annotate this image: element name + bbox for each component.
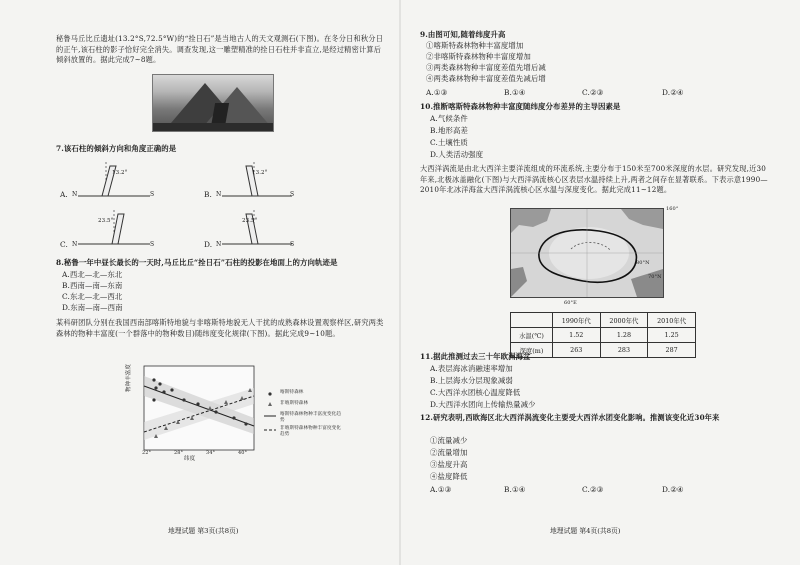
table-header-row: [511, 313, 696, 328]
map-label-160: 160°: [666, 206, 679, 212]
arctic-map-drawing: [511, 209, 663, 297]
chart-x-tick-0: 22°: [142, 450, 152, 456]
q9-item-2: ②非喀斯特森林物种丰富度增加: [426, 52, 531, 61]
table-cell: 1.52: [552, 328, 600, 343]
q11-option-c[interactable]: C.大西洋水团核心温度降低: [430, 388, 521, 397]
q9-item-3: ③两类森林物种丰富度差值先增后减: [426, 63, 546, 72]
table-cell: 1.28: [600, 328, 648, 343]
q7-option-c[interactable]: C.: [60, 240, 68, 249]
q7c-diagram: [78, 208, 150, 248]
q7a-angle: 13.2°: [112, 170, 128, 176]
footer-page4: 地理试题 第4页(共8页): [550, 527, 621, 535]
table-row: [511, 328, 696, 343]
q12-option-d[interactable]: D.②④: [662, 485, 684, 494]
table-cell: 水温(℃): [511, 328, 553, 343]
map-label-80n: 80°N: [636, 260, 650, 266]
intihuatana-photo: [152, 74, 274, 132]
table-cell: 深度(m): [511, 343, 553, 358]
q11-option-a[interactable]: A.表层海冰消融速率增加: [430, 364, 513, 373]
q7b-diagram: [222, 160, 295, 200]
chart-legend-karst-trend: 喀斯特森林物种丰富度变化趋势: [280, 412, 342, 423]
q12-item-4: ④盐度降低: [430, 472, 468, 481]
q7b-angle: 13.2°: [252, 170, 268, 176]
table-header-cell: 2010年代: [648, 313, 696, 328]
q12-item-1: ①流量减少: [430, 436, 468, 445]
chart-legend-nonkarst-trend: 非喀斯特森林物种丰富度变化趋势: [280, 426, 342, 437]
q7-option-d[interactable]: D.: [204, 240, 213, 249]
q10-option-b[interactable]: B.地形高差: [430, 126, 468, 135]
q11-option-b[interactable]: B.上层海水分层现象减弱: [430, 376, 513, 385]
q7c-south: S: [150, 241, 155, 248]
table-header-cell: [511, 313, 553, 328]
arctic-map: [510, 208, 664, 298]
q7a-diagram: [78, 160, 150, 200]
q9-option-a[interactable]: A.①③: [426, 88, 448, 97]
q7c-north: N: [72, 241, 78, 248]
chart-x-tick-6: 40°: [238, 450, 248, 456]
q10-stem: 10.推断喀斯特森林物种丰富度随纬度分布差异的主导因素是: [420, 102, 621, 111]
q7-option-a[interactable]: A.: [60, 190, 68, 199]
q12-stem: 12.研究表明,西欧海区北大西洋涡流变化主要受大西洋水团变化影响。推测该变化近30年来: [420, 413, 720, 422]
page-right: [400, 0, 800, 565]
q12-option-c[interactable]: C.②③: [582, 485, 604, 494]
q12-item-2: ②流量增加: [430, 448, 468, 457]
q7a-south: S: [150, 191, 155, 198]
q7d-diagram: [222, 208, 292, 248]
table-header-cell: 1990年代: [552, 313, 600, 328]
q12-option-b[interactable]: B.①④: [504, 485, 526, 494]
chart-y-label: 物种丰富度: [126, 363, 132, 392]
q8-option-a[interactable]: A.西北—北—东北: [62, 270, 123, 279]
table-cell: 1.25: [648, 328, 696, 343]
q7-option-b[interactable]: B.: [204, 190, 212, 199]
passage-atlantic: 大西洋涡流是由北大西洋主要洋流组成的环流系统,主要分布于150米至700米深度的水层。研究发现,近30年来,北极冰盖融化(下图)与大西洋涡流核心区表层水温持续上升,两者之间存在显著联系。下表示意1990—2010年北冰洋海盆大西洋涡流核心区水温与深度变化。据此完成11~12题。: [420, 164, 768, 195]
table-cell: 263: [552, 343, 600, 358]
q10-option-a[interactable]: A.气候条件: [430, 114, 468, 123]
q9-option-b[interactable]: B.①④: [504, 88, 526, 97]
intro-passage: 秘鲁马丘比丘遗址(13.2°S,72.5°W)的“拴日石”是当地古人的天文观测石(下图)。在冬分日和秋分日的正午,该石柱的影子恰好完全消失。调查发现,这一雕塑精准的拴日石柱并非直立,是经过精密计算后倾斜放置的。据此完成7~8题。: [56, 34, 384, 65]
q8-option-c[interactable]: C.东北—北—西北: [62, 292, 123, 301]
temp-depth-table: [510, 312, 696, 358]
q7d-south: S: [290, 241, 295, 248]
table-header-cell: 2000年代: [600, 313, 648, 328]
chart-x-tick-4: 34°: [206, 450, 216, 456]
chart-x-tick-2: 28°: [174, 450, 184, 456]
q11-stem: 11.据此推测过去三十年欧洲海盆: [420, 352, 531, 361]
passage-karst: 某科研团队分别在我国西南部喀斯特地貌与非喀斯特地貌无人干扰的成熟森林设置观察样区,研究两类森林的物种丰富度(一个群落中的物种数目)随纬度变化规律(下图)。据此完成9~10题。: [56, 318, 384, 338]
q12-option-a[interactable]: A.①③: [430, 485, 452, 494]
chart-legend-karst: 喀斯特森林: [280, 390, 304, 395]
q8-option-b[interactable]: B.西南—南—东南: [62, 281, 123, 290]
photo-ground: [153, 123, 273, 131]
map-label-60e: 60°E: [564, 300, 577, 306]
q9-option-c[interactable]: C.②③: [582, 88, 604, 97]
q7b-south: S: [290, 191, 295, 198]
q9-stem: 9.由图可知,随着纬度升高: [420, 30, 506, 39]
chart-x-label: 纬度: [184, 456, 196, 462]
q7b-north: N: [216, 191, 222, 198]
q7a-north: N: [72, 191, 78, 198]
q10-option-c[interactable]: C.土壤性质: [430, 138, 468, 147]
q10-option-d[interactable]: D.人类活动强度: [430, 150, 484, 159]
footer-page3: 地理试题 第3页(共8页): [168, 527, 239, 535]
table-cell: 283: [600, 343, 648, 358]
q8-option-d[interactable]: D.东南—南—西南: [62, 303, 123, 312]
q7-stem: 7.该石柱的倾斜方向和角度正确的是: [56, 144, 177, 153]
q11-option-d[interactable]: D.大西洋水团向上传输热量减少: [430, 400, 536, 409]
q7c-angle: 23.5°: [98, 218, 114, 224]
table-row: [511, 343, 696, 358]
table-cell: 287: [648, 343, 696, 358]
chart-legend-nonkarst: 非喀斯特森林: [280, 401, 309, 406]
q9-item-1: ①喀斯特森林物种丰富度增加: [426, 41, 524, 50]
q9-item-4: ④两类森林物种丰富度差值先减后增: [426, 74, 546, 83]
map-label-70n: 70°N: [648, 274, 662, 280]
q12-item-3: ③盐度升高: [430, 460, 468, 469]
q7d-north: N: [216, 241, 222, 248]
q7d-angle: 23.5°: [242, 218, 258, 224]
q8-stem: 8.秘鲁一年中昼长最长的一天时,马丘比丘“拴日石”石柱的投影在地面上的方向轨迹是: [56, 258, 338, 267]
q9-option-d[interactable]: D.②④: [662, 88, 684, 97]
